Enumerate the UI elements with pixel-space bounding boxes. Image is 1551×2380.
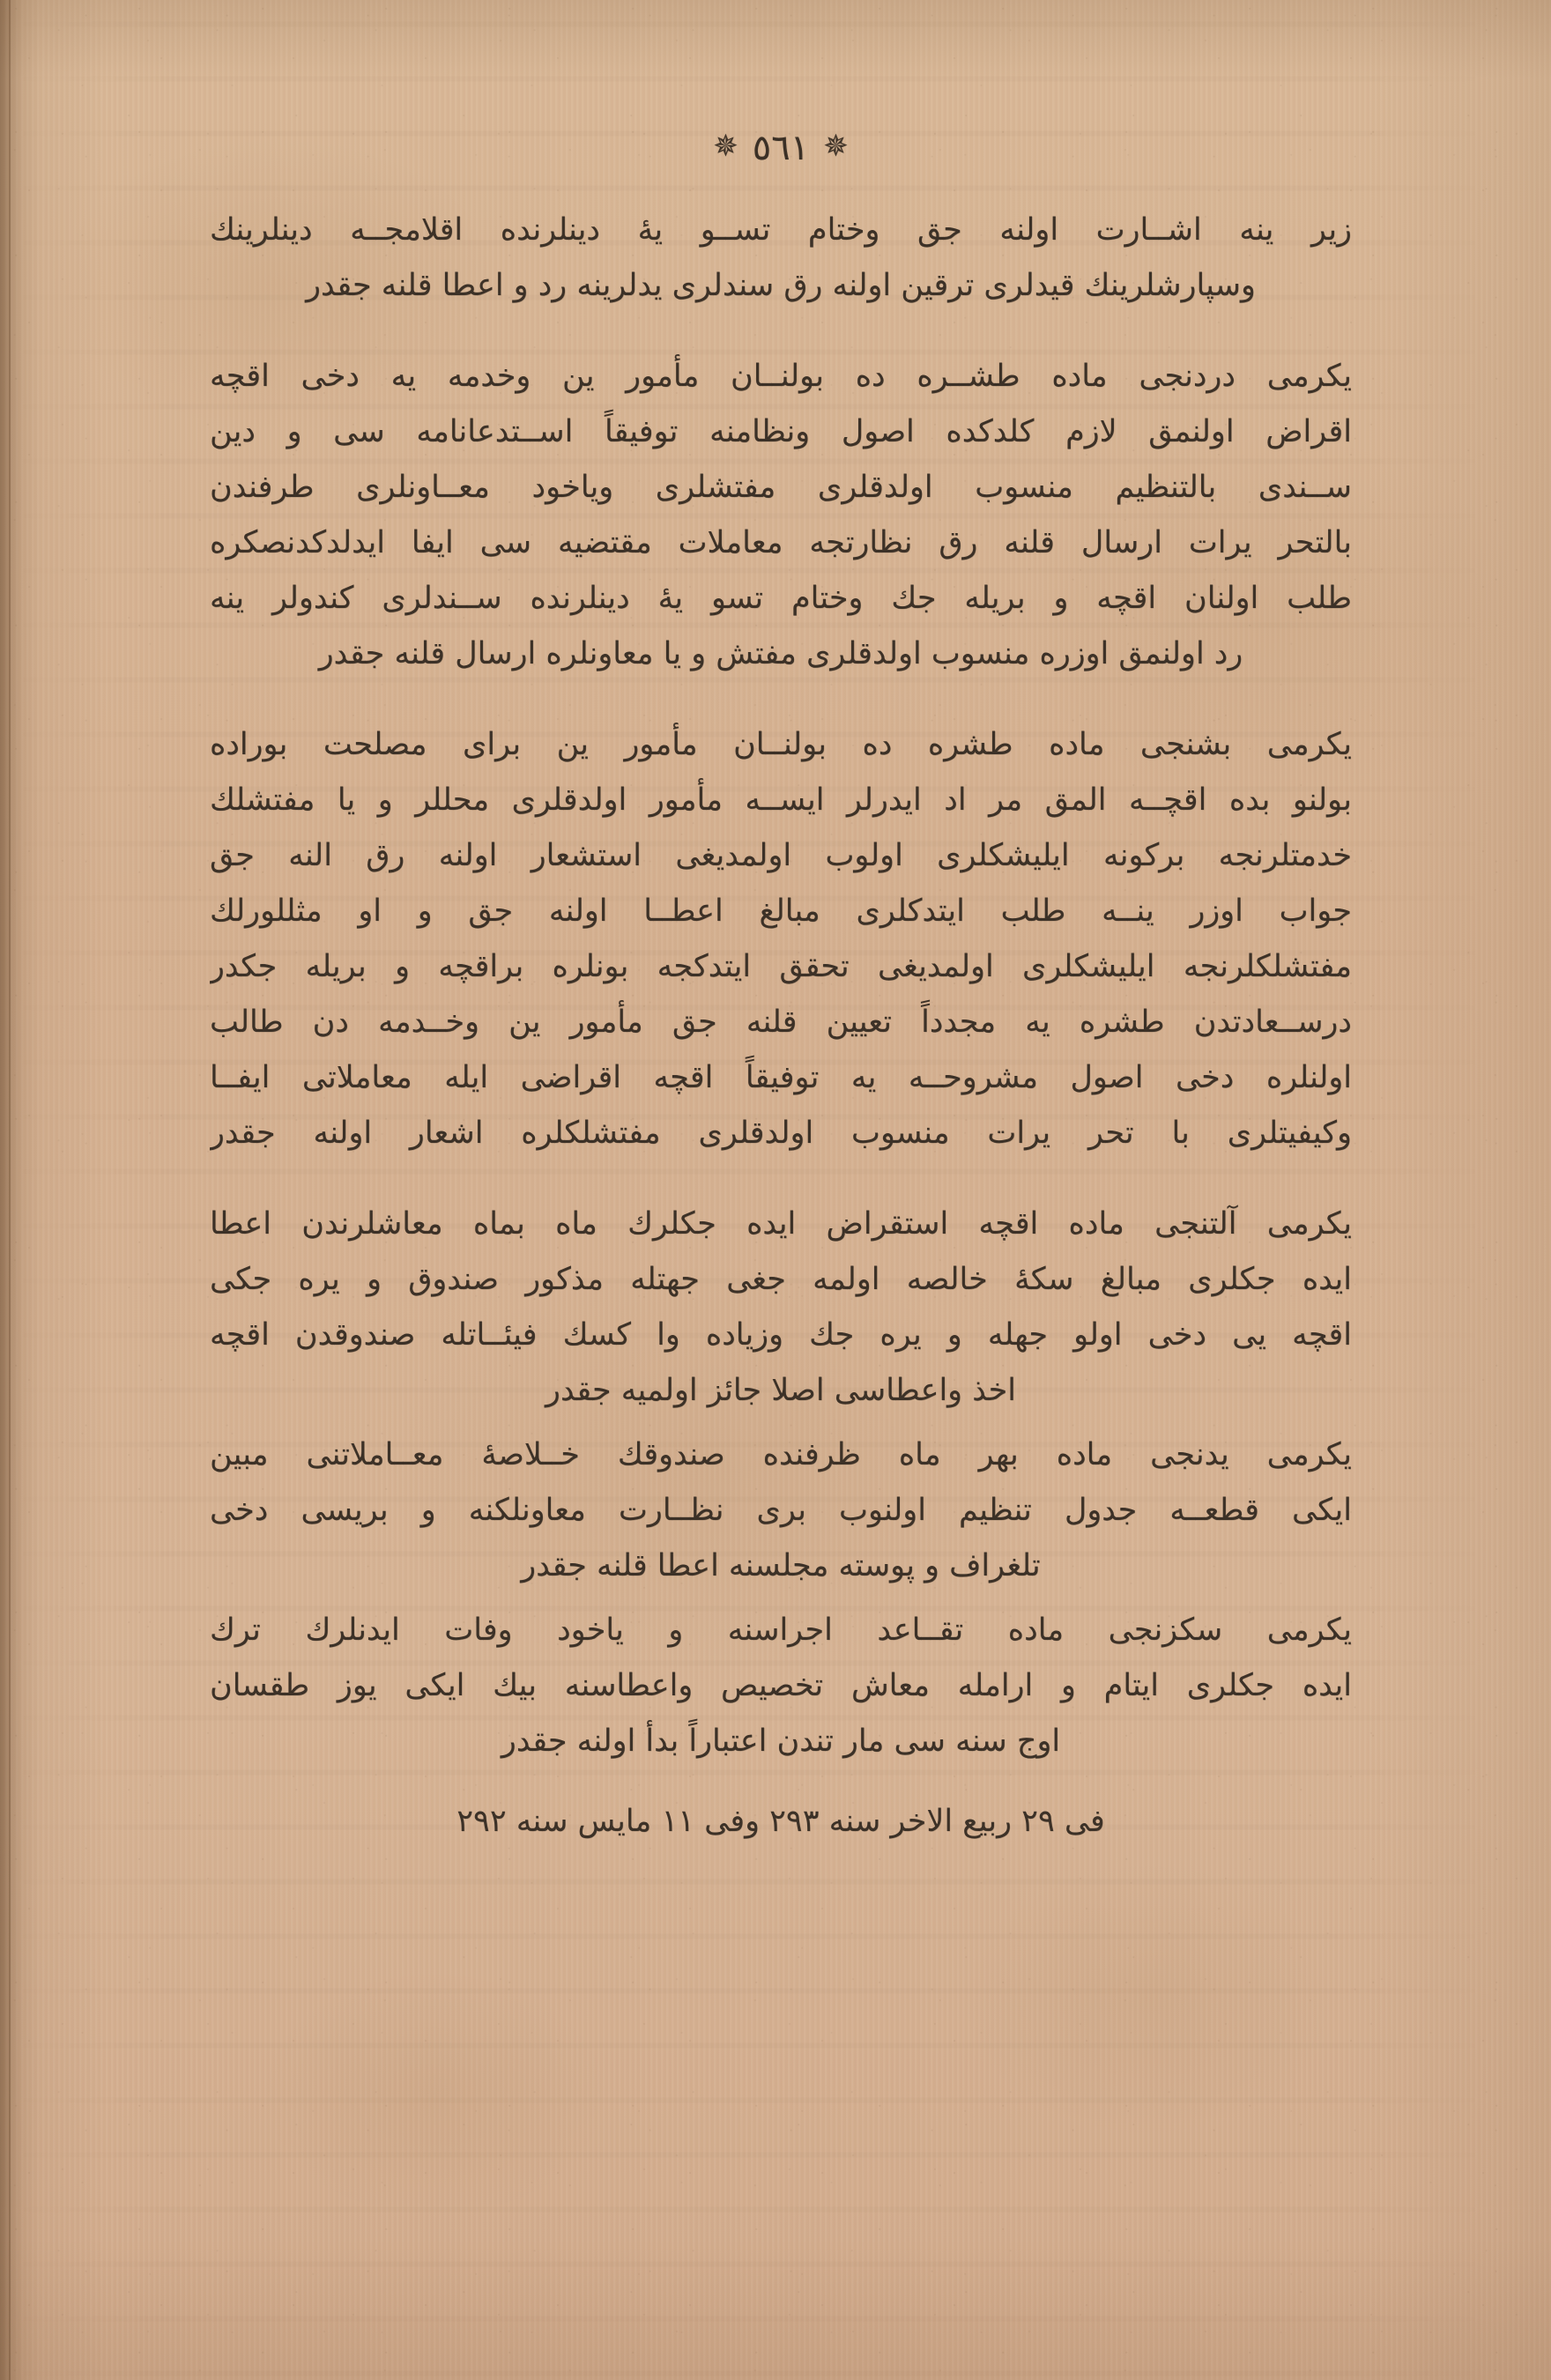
text-line: ايده جكلرى مبالغ سكهٔ خالصه اولمه جغى جهتله مذكور صندوق و يره جكى bbox=[210, 1262, 1352, 1297]
text-line: رد اولنمق اوزره منسوب اولدقلرى مفتش و يا معاونلره ارسال قلنه جقدر bbox=[318, 636, 1243, 671]
article-heading-line: يكرمى سكزنجى ماده تقــاعد اجراسنه و ياخود وفات ايدنلرك ترك bbox=[210, 1613, 1352, 1648]
text-line: اقراض اولنمق لازم كلدكده اصول ونظامنه توفيقاً اســتدعانامه سى و دين bbox=[210, 414, 1352, 449]
page-number: ٥٦١ bbox=[752, 128, 810, 168]
paragraph-continuation bbox=[210, 203, 1352, 314]
article-24 bbox=[210, 349, 1352, 682]
text-line: زير ينه اشــارت اولنه جق وختام تســو يهٔ دينلرنده اقلامجــه دينلرينك bbox=[210, 212, 1352, 248]
text-line: اولنلره دخى اصول مشروحــه يه توفيقاً اقچه اقراضى ايله معاملاتى ايفــا bbox=[210, 1060, 1352, 1095]
text-line: مفتشلكلرنجه ايليشكلرى اولمديغى تحقق ايتدكجه بونلره براقچه و بريله جكدر bbox=[210, 949, 1352, 984]
binding-crease-line bbox=[9, 0, 11, 2380]
article-heading-line: يكرمى دردنجى ماده طشــره ده بولنــان مأمور ين وخدمه يه دخى اقچه bbox=[210, 359, 1352, 394]
article-heading-line: يكرمى بشنجى ماده طشره ده بولنــان مأمور ين براى مصلحت بوراده bbox=[210, 727, 1352, 762]
article-heading-line: يكرمى آلتنجى ماده اقچه استقراض ايده جكلرك ماه بماه معاشلرندن اعطا bbox=[210, 1206, 1352, 1242]
text-line: وسپارشلرينك قيدلرى ترقين اولنه رق سندلرى يدلرينه رد و اعطا قلنه جقدر bbox=[306, 268, 1256, 303]
text-line: درســعادتدن طشره يه مجدداً تعيين قلنه جق مأمور ين وخــدمه دن طالب bbox=[210, 1005, 1352, 1040]
dateline: فى ٢٩ ربيع الاخر سنه ٢٩٣ وفى ١١ مايس سنه ٢٩٢ bbox=[456, 1803, 1105, 1839]
running-head bbox=[210, 123, 1352, 173]
text-line: ايكى قطعــه جدول تنظيم اولنوب برى نظــارت معاونلكنه و بريسى دخى bbox=[210, 1493, 1352, 1528]
text-line: بولنو بده اقچــه المق مر اد ايدرلر ايســه مأمور اولدقلرى محللر و يا مفتشلك bbox=[210, 782, 1352, 818]
text-line: تلغراف و پوسته مجلسنه اعطا قلنه جقدر bbox=[521, 1548, 1041, 1583]
article-heading-line: يكرمى يدنجى ماده بهر ماه ظرفنده صندوقك خــلاصهٔ معــاملاتنى مبين bbox=[210, 1437, 1352, 1472]
ornament-floret-icon: ✵ bbox=[823, 129, 849, 164]
article-26 bbox=[210, 1197, 1352, 1419]
binding-edge-shadow bbox=[0, 0, 23, 2380]
article-27 bbox=[210, 1427, 1352, 1594]
article-25 bbox=[210, 717, 1352, 1161]
text-line: اقچه يى دخى اولو جهله و يره جك وزياده وا كسك فيئــاتله صندوقدن اقچه bbox=[210, 1317, 1352, 1353]
article-28 bbox=[210, 1603, 1352, 1769]
text-line: ســندى بالتنظيم منسوب اولدقلرى مفتشلرى وياخود معــاونلرى طرفندن bbox=[210, 470, 1352, 505]
text-line: ايده جكلرى ايتام و ارامله معاش تخصيص واعطاسنه بيك ايكى يوز طقسان bbox=[210, 1668, 1352, 1703]
text-line: وكيفيتلرى با تحر يرات منسوب اولدقلرى مفتشلكلره اشعار اولنه جقدر bbox=[210, 1116, 1352, 1151]
ornament-floret-icon: ✵ bbox=[713, 129, 738, 164]
text-block bbox=[210, 123, 1352, 1849]
text-line: بالتحر يرات ارسال قلنه رق نظارتجه معاملات مقتضيه سى ايفا ايدلدكدنصكره bbox=[210, 525, 1352, 560]
text-line: خدمتلرنجه بركونه ايليشكلرى اولوب اولمديغى استشعار اولنه رق النه جق bbox=[210, 838, 1352, 873]
text-line: اخذ واعطاسى اصلا جائز اولميه جقدر bbox=[545, 1373, 1016, 1408]
text-line: جواب اوزر ينــه طلب ايتدكلرى مبالغ اعطــا اولنه جق و او مثللورلك bbox=[210, 893, 1352, 929]
text-line: اوج سنه سى مار تندن اعتباراً بدأ اولنه جقدر bbox=[501, 1724, 1061, 1759]
text-line: طلب اولنان اقچه و بريله جك وختام تسو يهٔ دينلرنده ســندلرى كندولر ينه bbox=[210, 581, 1352, 616]
